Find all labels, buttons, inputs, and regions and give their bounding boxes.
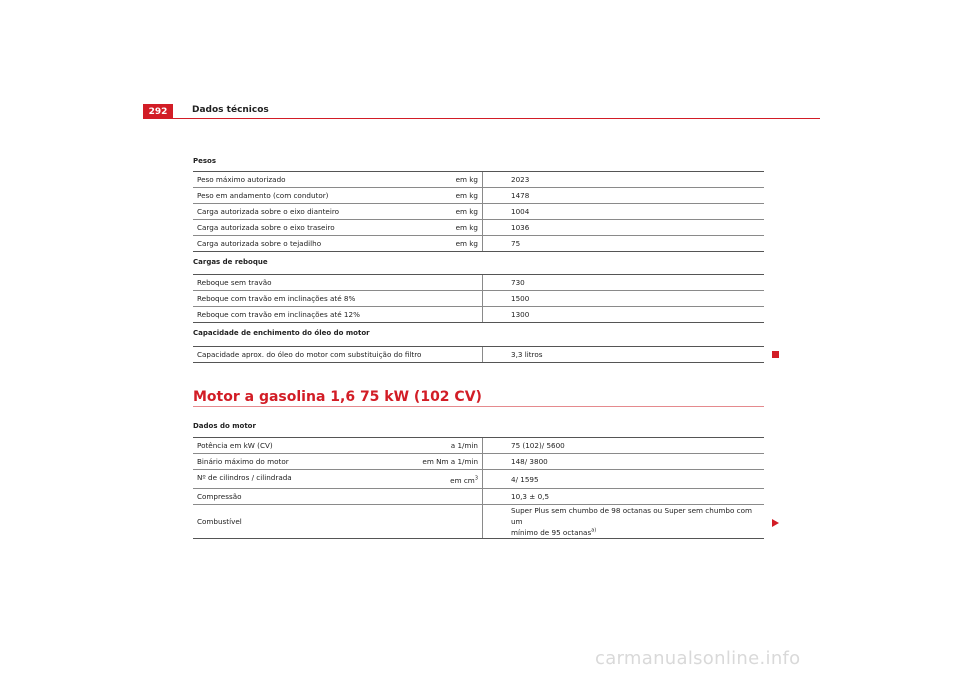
row-value: 2023 — [483, 172, 765, 188]
row-value: 10,3 ± 0,5 — [483, 489, 765, 505]
row-unit: em kg — [455, 239, 478, 248]
row-unit: em kg — [455, 223, 478, 232]
table-row — [193, 438, 764, 454]
table-row — [193, 454, 764, 470]
table-row — [193, 188, 764, 204]
value-line-1: Super Plus sem chumbo de 98 octanas ou Super sem chumbo com um — [511, 506, 752, 526]
row-unit: em kg — [455, 191, 478, 200]
row-label: Carga autorizada sobre o eixo traseiro — [197, 223, 335, 232]
row-unit: a 1/min — [450, 441, 478, 450]
row-unit: em Nm a 1/min — [422, 457, 478, 466]
continue-arrow-icon — [772, 519, 779, 527]
table-row — [193, 347, 764, 363]
row-value: 1004 — [483, 204, 765, 220]
row-label: Nº de cilindros / cilindrada — [197, 473, 292, 482]
row-value: 1036 — [483, 220, 765, 236]
oleo-heading: Capacidade de enchimento do óleo do motor — [193, 329, 370, 337]
unit-superscript: 3 — [474, 475, 478, 482]
row-unit: em kg — [455, 207, 478, 216]
row-label: Reboque sem travão — [197, 278, 272, 287]
row-unit — [450, 473, 478, 485]
table-row — [193, 505, 764, 539]
table-row — [193, 489, 764, 505]
watermark: carmanualsonline.info — [595, 648, 801, 669]
table-row — [193, 307, 764, 323]
row-value: 4/ 1595 — [483, 470, 765, 489]
table-row — [193, 220, 764, 236]
value-line-2 — [511, 527, 760, 538]
row-value: 3,3 litros — [483, 347, 765, 363]
row-value: 75 (102)/ 5600 — [483, 438, 765, 454]
row-value: 730 — [483, 275, 765, 291]
row-value: 148/ 3800 — [483, 454, 765, 470]
page-number: 292 — [143, 104, 173, 119]
row-value: 75 — [483, 236, 765, 252]
row-value: 1300 — [483, 307, 765, 323]
footnote-marker: a) — [591, 527, 597, 534]
header-divider — [143, 118, 820, 119]
value-line-2-text: mínimo de 95 octanas — [511, 528, 592, 537]
reboque-table — [193, 274, 764, 323]
table-row — [193, 275, 764, 291]
table-row — [193, 204, 764, 220]
row-label: Reboque com travão em inclinações até 12% — [197, 310, 360, 319]
row-label: Potência em kW (CV) — [197, 441, 273, 450]
table-row — [193, 470, 764, 489]
oleo-table — [193, 346, 764, 363]
row-label: Peso máximo autorizado — [197, 175, 286, 184]
section-divider — [193, 406, 764, 407]
table-row — [193, 291, 764, 307]
row-label: Peso em andamento (com condutor) — [197, 191, 329, 200]
reboque-heading: Cargas de reboque — [193, 258, 268, 266]
unit-text: em cm — [450, 476, 475, 485]
row-label: Capacidade aprox. do óleo do motor com substituição do filtro — [197, 350, 422, 359]
table-row — [193, 236, 764, 252]
row-label: Carga autorizada sobre o tejadilho — [197, 239, 322, 248]
pesos-heading: Pesos — [193, 157, 217, 165]
row-value: 1500 — [483, 291, 765, 307]
row-value: 1478 — [483, 188, 765, 204]
row-label: Binário máximo do motor — [197, 457, 289, 466]
motor-heading: Dados do motor — [193, 422, 256, 430]
section-end-marker — [772, 351, 779, 358]
row-label: Combustível — [197, 517, 242, 526]
row-label: Reboque com travão em inclinações até 8% — [197, 294, 356, 303]
motor-table — [193, 437, 764, 539]
table-row — [193, 172, 764, 188]
section-title: Motor a gasolina 1,6 75 kW (102 CV) — [193, 389, 482, 405]
row-value — [483, 505, 765, 539]
pesos-table — [193, 171, 764, 252]
page-title: Dados técnicos — [192, 105, 269, 115]
row-unit: em kg — [455, 175, 478, 184]
row-label: Compressão — [197, 492, 242, 501]
row-label: Carga autorizada sobre o eixo dianteiro — [197, 207, 340, 216]
